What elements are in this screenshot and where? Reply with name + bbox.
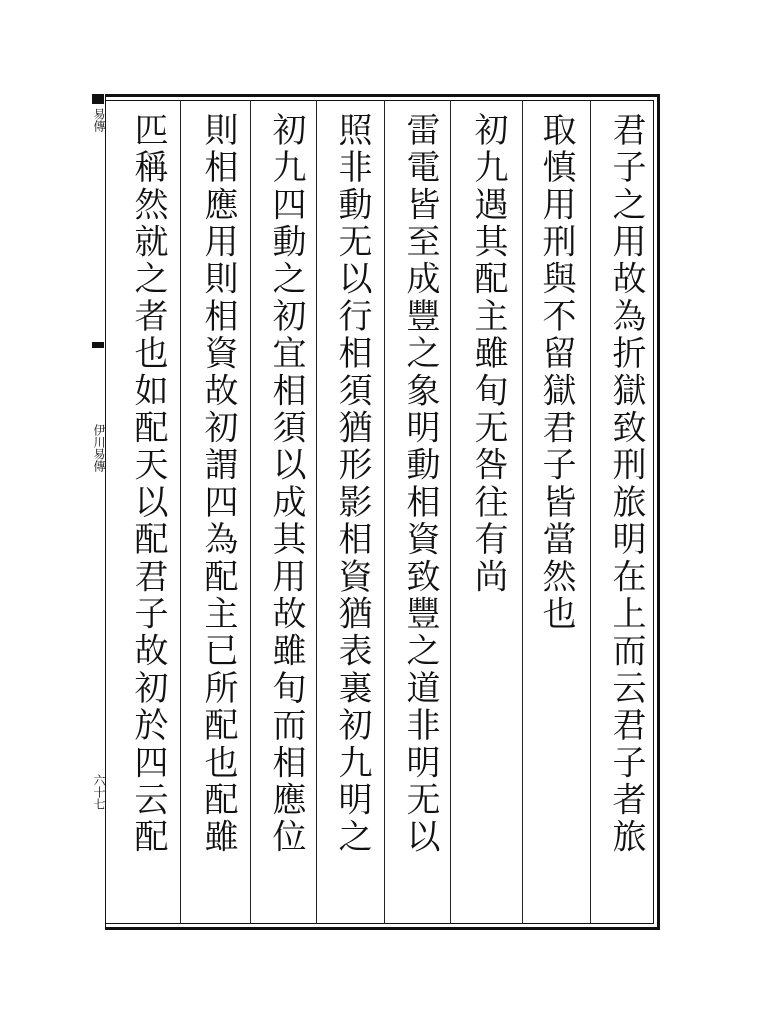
text-column-5: 照非動无以行相須猶形影相資猶表裏初九明之 <box>332 112 372 856</box>
center-fold-strip <box>92 94 106 930</box>
text-column-7: 則相應用則相資故初謂四為配主已所配也配雖 <box>198 112 238 856</box>
fishtail-mark-mid <box>92 342 104 348</box>
column-rule <box>590 100 591 924</box>
text-column-8: 匹稱然就之者也如配天以配君子故初於四云配 <box>128 112 168 856</box>
fishtail-mark-top <box>92 94 104 104</box>
text-column-6: 初九四動之初宜相須以成其用故雖旬而相應位 <box>266 112 306 856</box>
text-column-4: 雷電皆至成豐之象明動相資致豐之道非明无以 <box>400 112 440 856</box>
column-rule <box>250 100 251 924</box>
margin-title: 易傳 <box>92 108 106 132</box>
text-column-3: 初九遇其配主雖旬无咎往有尚 <box>468 112 508 596</box>
text-column-2: 取慎用刑與不留獄君子皆當然也 <box>536 112 576 633</box>
column-rule <box>522 100 523 924</box>
column-rule <box>384 100 385 924</box>
text-column-1: 君子之用故為折獄致刑旅明在上而云君子者旅 <box>606 112 646 856</box>
column-rule <box>450 100 451 924</box>
column-rule <box>180 100 181 924</box>
margin-page-number: 六十七 <box>92 774 106 810</box>
column-rule <box>316 100 317 924</box>
margin-section: 伊川易傳 <box>92 424 106 472</box>
